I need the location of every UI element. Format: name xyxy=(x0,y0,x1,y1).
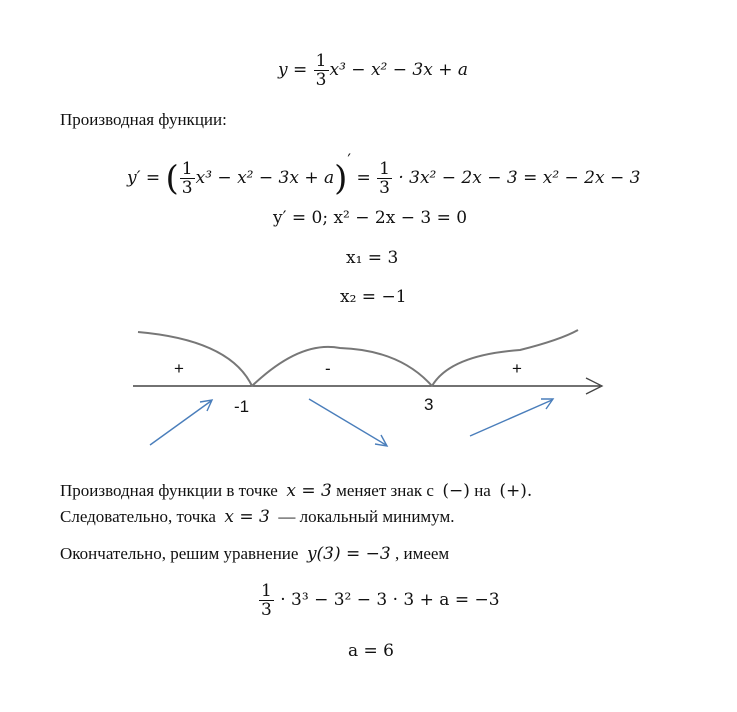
increasing-arrow-right xyxy=(470,400,552,436)
decreasing-arrow-middle xyxy=(309,399,386,445)
fraction: $\frac{1}{3}$ xyxy=(315,51,327,90)
fraction: $\frac{1}{3}$ xyxy=(261,581,272,620)
sign-diagram xyxy=(0,320,737,455)
derivative-heading: Производная функции: xyxy=(60,110,227,129)
left-paren: ( xyxy=(165,158,179,199)
increasing-arrow-left xyxy=(150,401,211,445)
conclusion-line-1: Производная функции в точке x = 3 меняет знак с (−) на (+). xyxy=(60,481,533,501)
fraction: $\frac{1}{3}$ xyxy=(379,159,390,198)
sign-plus-right: + xyxy=(512,359,522,378)
fraction: $\frac{1}{3}$ xyxy=(181,159,193,198)
final-equation: $\frac{1}{3}$ · 3³ − 3² − 3 · 3 + a = −3 xyxy=(261,581,500,620)
curve-middle xyxy=(252,347,432,386)
sign-minus-middle: - xyxy=(325,359,331,378)
point-label-minus-one: -1 xyxy=(234,397,250,416)
zero-equation: y′ = 0; x² − 2x − 3 = 0 xyxy=(273,208,468,228)
root-x1: x₁ = 3 xyxy=(346,248,399,268)
function-equation: y = $\frac{1}{3}$ x³ − x² − 3x + a xyxy=(278,51,468,90)
answer: a = 6 xyxy=(348,641,395,661)
sign-plus-left: + xyxy=(174,359,184,378)
final-statement: Окончательно, решим уравнение y(3) = −3 , имеем xyxy=(60,544,450,564)
point-label-three: 3 xyxy=(424,395,434,414)
right-paren: ) xyxy=(334,158,348,199)
derivative-equation: y′ = ( $\frac{1}{3}$ x³ − x² − 3x + a)′ = $\frac{1}{3}$ · 3x² − 2x − 3 = x² − 2x − 3 xyxy=(127,150,641,199)
curve-right xyxy=(432,330,578,386)
root-x2: x₂ = −1 xyxy=(340,287,407,307)
curve-left xyxy=(138,332,252,386)
conclusion-line-2: Следовательно, точка x = 3 — локальный минимум. xyxy=(60,507,455,527)
